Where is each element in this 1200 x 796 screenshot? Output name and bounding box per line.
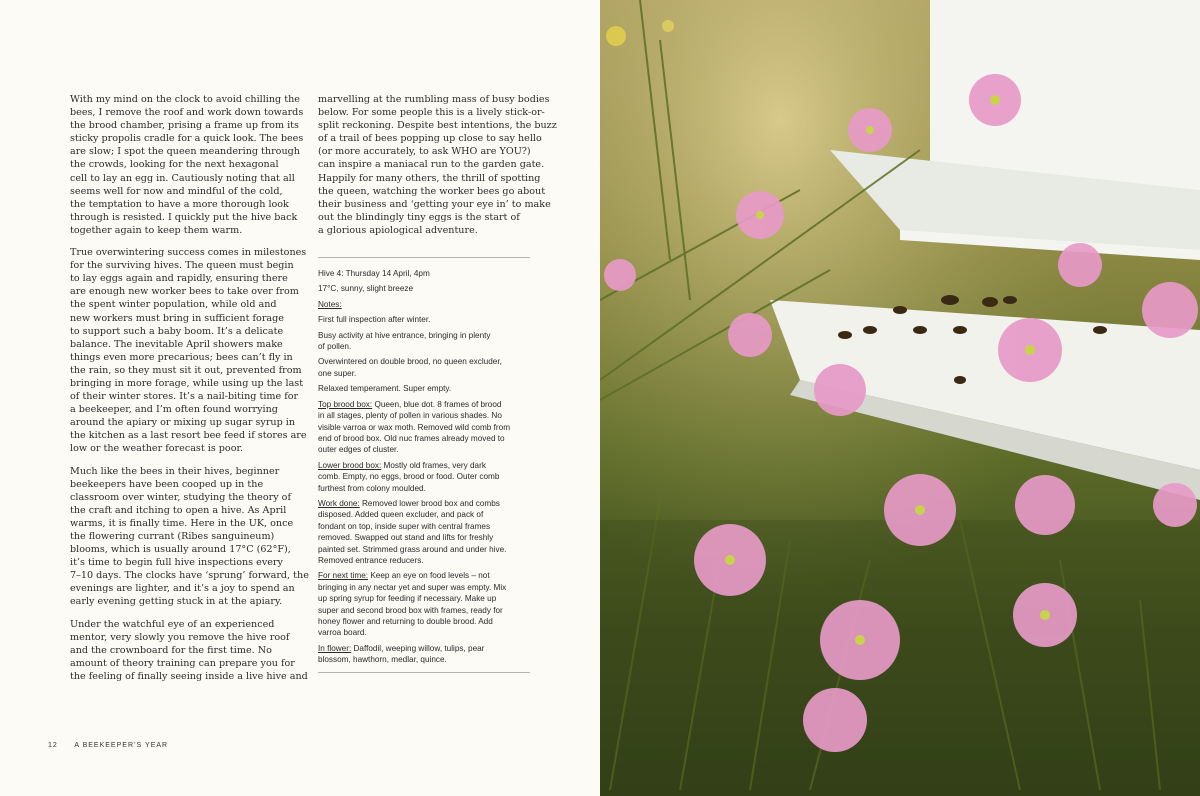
notes-entry: For next time: Keep an eye on food levels – not bringing in any nectar yet and super was empty. Mix up spring syrup for feeding if necessary. Make up super and second brood box with frames, ready for honey flower and returning to double brood. Add varroa board.: [318, 571, 507, 638]
text-column-right: [318, 93, 557, 683]
inspection-notes: [318, 268, 532, 666]
photo-illustration: [600, 0, 1200, 796]
running-title: A BEEKEEPER’S YEAR: [74, 742, 169, 749]
notes-top-rule: [318, 257, 530, 258]
notes-entry: First full inspection after winter.: [318, 315, 431, 325]
body-paragraph: True overwintering success comes in milestones for the surviving hives. The queen must begin to lay eggs again and rapidly, ensuring there are enough new worker bees to take over from the spent winter population, while old and new workers must bring in sufficient forage to support such a baby boom. It’s a delicate balance. The inevitable April showers make things even more precarious; bees can’t fly in the rain, so they must sit it out, prevented from bringing in more forage, while using up the last of their winter stores. It’s a nail-biting time for a beekeeper, and I’m often found worrying around the apiary or mixing up sugar syrup in the kitchen as a last resort bee feed if stores are low or the weather forecast is poor.: [70, 247, 307, 455]
notes-entry: Top brood box: Queen, blue dot. 8 frames of brood in all stages, plenty of pollen in various shades. No visible varroa or wax moth. Removed wild comb from end of brood box. Old nuc frames already moved to outer edges of cluster.: [318, 399, 511, 455]
notes-bottom-rule: [318, 672, 530, 673]
text-column-left: [70, 93, 309, 692]
page-number: 12: [48, 742, 58, 749]
notes-entry: Busy activity at hive entrance, bringing in plenty of pollen.: [318, 330, 491, 352]
body-paragraph: marvelling at the rumbling mass of busy bodies below. For some people this is a lively stick-or- split reckoning. Despite best intentions, the buzz of a trail of bees popping up close to say hello (or more accurately, to ask WHO are YOU?) can inspire a maniacal run to the garden gate. Happily for many others, the thrill of spotting the queen, watching the worker bees go about their business and ‘getting your eye in’ to make out the blindingly tiny eggs is the start of a glorious apiological adventure.: [318, 94, 557, 236]
notes-entry: In flower: Daffodil, weeping willow, tulips, pear blossom, hawthorn, medlar, quince.: [318, 643, 485, 665]
page-footer: [48, 742, 168, 749]
body-paragraph: Much like the bees in their hives, beginner beekeepers have been cooped up in the classroom over winter, studying the theory of the craft and itching to open a hive. As April warms, it is finally time. Here in the UK, once the flowering currant (Ribes sanguineum) blooms, which is usually around 17°C (62°F), it’s time to begin full hive inspections every 7–10 days. The clocks have ‘sprung’ forward, the evenings are lighter, and it’s a joy to spend an early evening getting stuck in at the apiary.: [70, 465, 309, 608]
notes-entry: Overwintered on double brood, no queen excluder, one super.: [318, 357, 502, 378]
notes-weather: 17°C, sunny, slight breeze: [318, 284, 414, 294]
body-paragraph: With my mind on the clock to avoid chilling the bees, I remove the roof and work down towards the brood chamber, prising a frame up from its sticky propolis cradle for a quick look. The bees are slow; I spot the queen meandering through the crowds, looking for the next hexagonal cell to lay an egg in. Cautiously noting that all seems well for now and mindful of the cold, the temptation to have a more thorough look through is resisted. I quickly put the hive back together again to keep them warm.: [70, 94, 304, 236]
notes-entry: Lower brood box: Mostly old frames, very dark comb. Empty, no eggs, brood or food. Outer comb furthest from colony moulded.: [318, 460, 500, 493]
notes-label: Notes:: [318, 299, 342, 309]
notes-entry: Relaxed temperament. Super empty.: [318, 384, 452, 394]
body-paragraph: Under the watchful eye of an experienced mentor, very slowly you remove the hive roof and the crownboard for the first time. No amount of theory training can prepare you for the feeling of finally seeing inside a live hive and: [70, 618, 308, 682]
notes-entry: Work done: Removed lower brood box and combs disposed. Added queen excluder, and pack of fondant on top, inside super with central frames removed. Swapped out stand and lifts for freshly painted set. Strimmed grass around and under hive. Removed entrance reducers.: [318, 498, 507, 565]
notes-heading: Hive 4: Thursday 14 April, 4pm: [318, 269, 430, 279]
hive-flowers-photo: [600, 0, 1200, 796]
